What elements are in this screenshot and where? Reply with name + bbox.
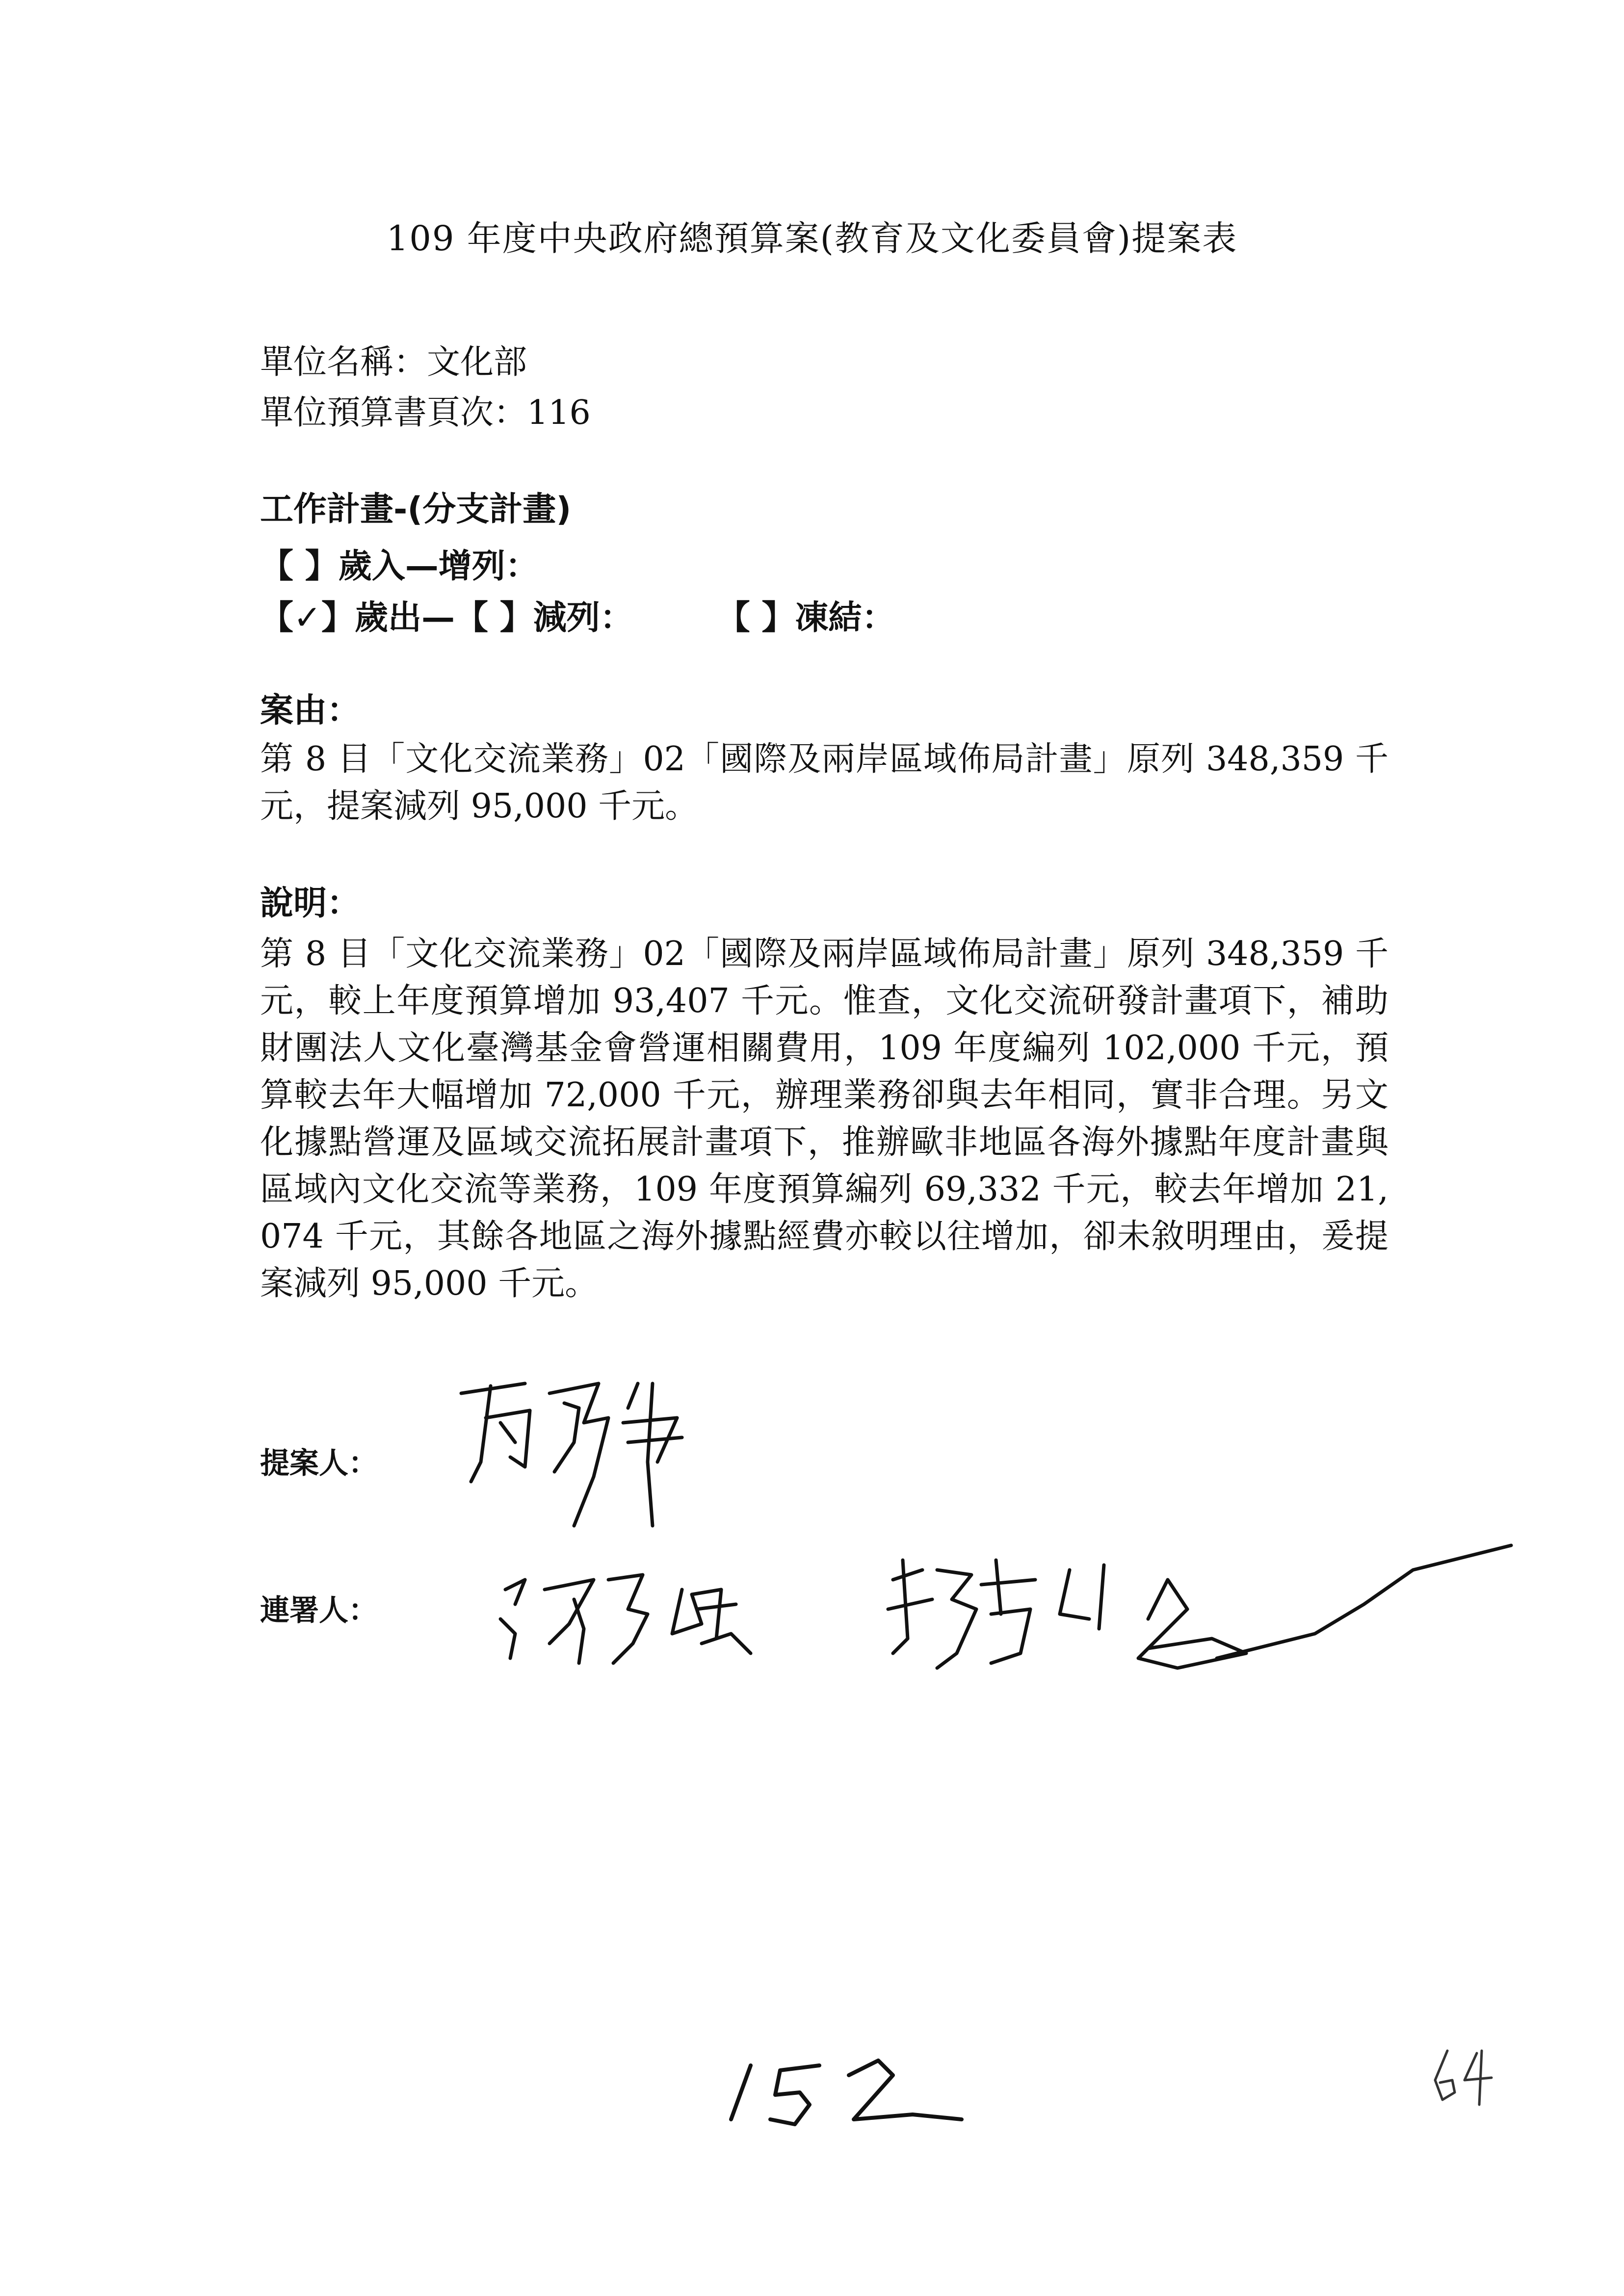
cut-label: 減列： — [533, 599, 633, 637]
cosigner-signature-2 — [873, 1540, 1521, 1737]
reason-heading: 案由： — [260, 691, 361, 730]
budget-page-line: 單位預算書頁次：116 — [260, 393, 591, 432]
handwritten-corner-number — [1423, 2041, 1506, 2110]
cut-checkbox[interactable]: 【 】 — [455, 599, 533, 637]
expenditure-label: 歲出— — [354, 599, 455, 637]
revenue-checkbox[interactable]: 【 】 — [260, 547, 339, 586]
expenditure-checkbox[interactable]: 【✓】 — [260, 599, 355, 637]
cosigner-label: 連署人： — [260, 1593, 378, 1628]
revenue-label: 歲入—增列： — [338, 547, 539, 586]
document-title: 109 年度中央政府總預算案(教育及文化委員會)提案表 — [386, 218, 1238, 259]
explanation-heading: 說明： — [260, 884, 361, 923]
work-plan-line: 工作計畫-(分支計畫) — [260, 490, 572, 529]
freeze-checkbox[interactable]: 【 】 — [716, 599, 795, 637]
reason-text: 第 8 目「文化交流業務」02「國際及兩岸區域佈局計畫」原列 348,359 千元，提案減列 95,000 千元。 — [260, 740, 1388, 826]
proposer-label: 提案人： — [260, 1446, 378, 1481]
handwritten-page-number — [707, 2046, 971, 2139]
cosigner-signature-1 — [486, 1560, 829, 1678]
freeze-label: 凍結： — [795, 599, 895, 637]
revenue-row — [260, 540, 539, 587]
proposer-signature — [451, 1364, 726, 1550]
expenditure-row — [260, 591, 895, 639]
unit-name-line: 單位名稱：文化部 — [260, 343, 527, 382]
explanation-text: 第 8 目「文化交流業務」02「國際及兩岸區域佈局計畫」原列 348,359 千元，較上年度預算增加 93,407 千元。惟查，文化交流研發計畫項下，補助財團法人文化臺灣基金會營運相關費用，109 年度編列 102,000 千元，預算較去年大幅增加 72,000 千元，辦理業務卻與去年相同，實非合理。另文化據點營運及區域交流拓展計畫項下，推辦歐非地區各海外據點年度計畫與區域內文化交流等業務，109 年度預算編列 69,332 千元，較去年增加 21,074 千元，其餘各地區之海外據點經費亦較以往增加，卻未敘明理由，爰提案減列 95,000 千元。 — [260, 935, 1388, 1303]
